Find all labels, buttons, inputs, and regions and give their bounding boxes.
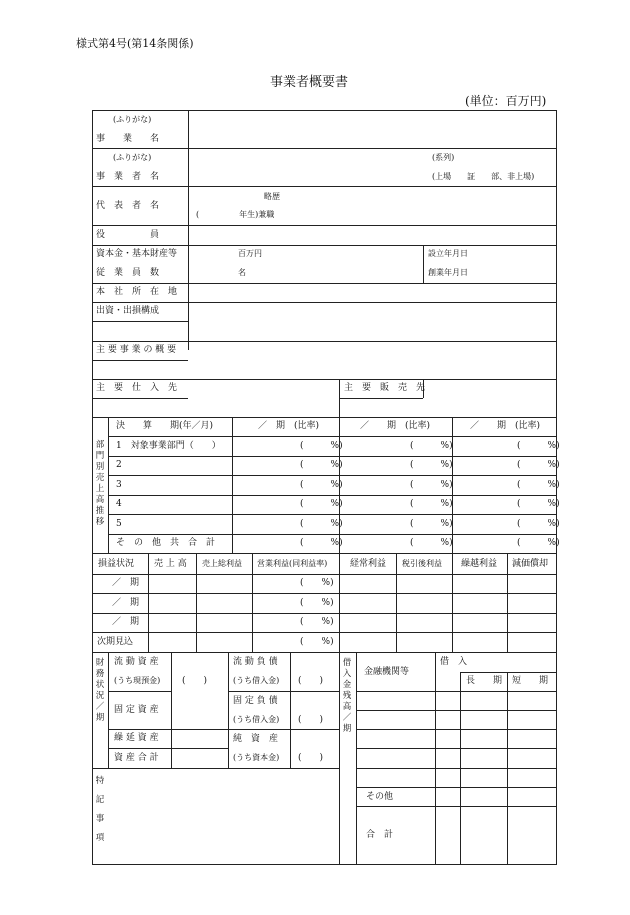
head-office-label: 本 社 所 在 地 xyxy=(96,287,178,297)
sales-pct: ( %) xyxy=(410,538,453,548)
officers-label: 役 員 xyxy=(96,230,160,240)
sales-pct: ( %) xyxy=(517,519,560,529)
sales-pct: ( %) xyxy=(410,480,453,490)
profit-pct: ( %) xyxy=(300,617,334,627)
operator-name-label: 事 業 者 名 xyxy=(96,172,160,182)
sales-pct: ( %) xyxy=(300,460,343,470)
started-label: 創業年月日 xyxy=(428,268,468,277)
sales-pct: ( %) xyxy=(410,519,453,529)
other-label: その他 xyxy=(366,792,394,802)
profit-header-carried: 繰越利益 xyxy=(461,559,498,569)
form-number: 様式第4号(第14条関係) xyxy=(76,37,194,50)
sales-period-col-3: ／ 期 (比率) xyxy=(470,421,541,431)
sales-pct: ( %) xyxy=(517,441,560,451)
capital-label: 資本金・基本財産等 xyxy=(96,249,178,259)
profit-row-3: ／ 期 xyxy=(112,617,140,627)
cash-label: (うち現預金) xyxy=(114,676,161,685)
sales-pct: ( %) xyxy=(300,538,343,548)
employees-unit: 名 xyxy=(238,268,246,277)
business-name-label: 事 業 名 xyxy=(96,134,160,144)
total-assets-label: 資 産 合 計 xyxy=(114,753,159,763)
profit-header-gross: 売上総利益 xyxy=(202,559,242,568)
career-label: 略歴 xyxy=(264,192,280,201)
deferred-assets-label: 繰 延 資 産 xyxy=(114,733,159,743)
cash-paren: ( ) xyxy=(182,676,208,686)
sales-row-3: 3 xyxy=(116,480,122,490)
total-label: 合 計 xyxy=(366,830,394,840)
profit-header-after-tax: 税引後利益 xyxy=(402,559,442,568)
profit-header-ordinary: 経常利益 xyxy=(350,559,387,569)
current-assets-label: 流 動 資 産 xyxy=(114,657,159,667)
main-business-label: 主 要 事 業 の 概 要 xyxy=(96,345,177,355)
investment-label: 出資・出損構成 xyxy=(96,306,160,316)
furigana-2: (ふりがな) xyxy=(113,153,152,162)
borrow-paren-2: ( ) xyxy=(298,715,324,725)
sales-pct: ( %) xyxy=(300,480,343,490)
profit-header-operating: 営業利益(同利益率) xyxy=(257,559,328,568)
page-title: 事業者概要書 xyxy=(270,75,349,90)
sales-period-header: 決 算 期(年／月) xyxy=(116,421,214,431)
sales-period-col-1: ／ 期 (比率) xyxy=(258,421,320,431)
keiretsu-label: (系列) xyxy=(432,153,455,162)
main-supplier-label: 主 要 仕 入 先 xyxy=(96,383,178,393)
sales-pct: ( %) xyxy=(410,460,453,470)
profit-header-sales: 売 上 高 xyxy=(154,559,187,569)
sales-row-1: 1 対象事業部門（ ） xyxy=(116,441,221,451)
notes-label: 特記事項 xyxy=(95,776,105,843)
profit-pct: ( %) xyxy=(300,598,334,608)
sales-pct: ( %) xyxy=(517,499,560,509)
sales-row-5: 5 xyxy=(116,519,122,529)
sales-pct: ( %) xyxy=(517,538,560,548)
finance-side-label: 財務状況／期 xyxy=(95,658,105,723)
sales-pct: ( %) xyxy=(410,499,453,509)
representative-label: 代 表 者 名 xyxy=(96,201,160,211)
sales-row-total: そ の 他 共 合 計 xyxy=(116,538,216,548)
listing-label: (上場 証 部、非上場) xyxy=(432,172,535,181)
short-term-label: 短 期 xyxy=(512,676,549,686)
sales-pct: ( %) xyxy=(410,441,453,451)
sales-pct: ( %) xyxy=(300,519,343,529)
institutions-label: 金融機関等 xyxy=(364,667,410,677)
profit-row-2: ／ 期 xyxy=(112,598,140,608)
profit-header-status: 損益状況 xyxy=(98,559,135,569)
current-liab-label: 流 動 負 債 xyxy=(233,657,278,667)
furigana-1: (ふりがな) xyxy=(113,115,152,124)
profit-pct: ( %) xyxy=(300,578,334,588)
loan-side-label: 借入金残高／期 xyxy=(342,658,352,734)
net-assets-label: 純 資 産 xyxy=(233,734,279,744)
borrow-paren-1: ( ) xyxy=(298,676,324,686)
unit-label: (単位：百万円) xyxy=(465,94,547,108)
long-term-label: 長 期 xyxy=(466,676,503,686)
borrowing-label: 借 入 xyxy=(440,657,468,667)
born-concurrent-label: ( 年生)兼職 xyxy=(196,210,275,219)
capital-incl-label: (うち資本金) xyxy=(233,753,280,762)
employees-label: 従 業 員 数 xyxy=(96,268,160,278)
founded-label: 設立年月日 xyxy=(428,249,468,258)
borrow-label-1: (うち借入金) xyxy=(233,676,280,685)
capital-unit: 百万円 xyxy=(238,249,262,258)
sales-pct: ( %) xyxy=(517,460,560,470)
sales-period-col-2: ／ 期 (比率) xyxy=(360,421,431,431)
profit-pct: ( %) xyxy=(300,637,334,647)
fixed-liab-label: 固 定 負 債 xyxy=(233,696,278,706)
sales-pct: ( %) xyxy=(300,499,343,509)
profit-header-depreciation: 減価償却 xyxy=(512,559,549,569)
capital-incl-paren: ( ) xyxy=(298,753,324,763)
borrow-label-2: (うち借入金) xyxy=(233,715,280,724)
sales-pct: ( %) xyxy=(300,441,343,451)
profit-row-forecast: 次期見込 xyxy=(97,637,134,647)
sales-pct: ( %) xyxy=(517,480,560,490)
sales-row-2: 2 xyxy=(116,460,122,470)
fixed-assets-label: 固 定 資 産 xyxy=(114,705,159,715)
sales-side-label: 部門別売上高推移 xyxy=(95,440,105,527)
main-customer-label: 主 要 販 売 先 xyxy=(344,383,426,393)
sales-row-4: 4 xyxy=(116,499,122,509)
profit-row-1: ／ 期 xyxy=(112,578,140,588)
